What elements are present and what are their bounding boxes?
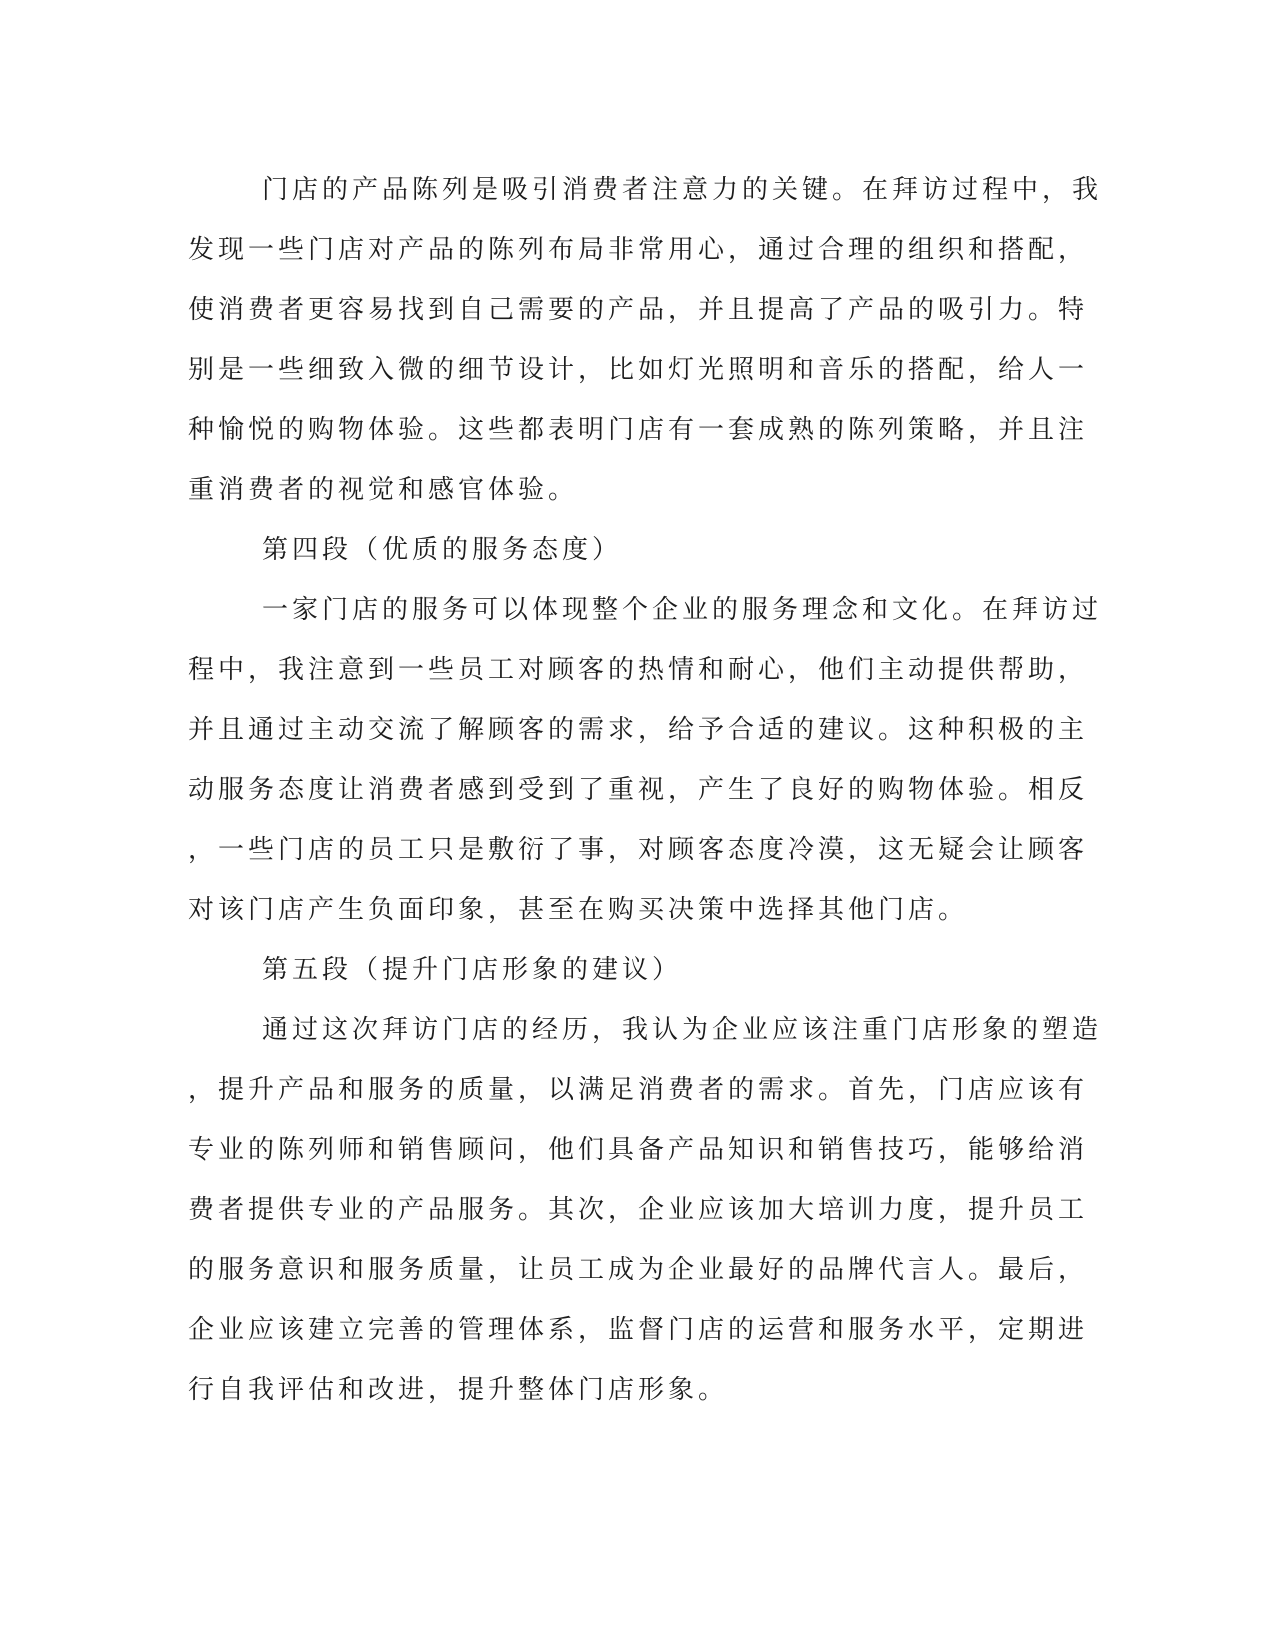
text-line: 并且通过主动交流了解顾客的需求，给予合适的建议。这种积极的主 (188, 715, 1089, 745)
text-line: 对该门店产生负面印象，甚至在购买决策中选择其他门店。 (188, 895, 969, 925)
text-line: 通过这次拜访门店的经历，我认为企业应该注重门店形象的塑造 (262, 1015, 1103, 1045)
text-line: 动服务态度让消费者感到受到了重视，产生了良好的购物体验。相反 (188, 775, 1089, 805)
text-line: 程中，我注意到一些员工对顾客的热情和耐心，他们主动提供帮助， (188, 655, 1089, 685)
text-line: 企业应该建立完善的管理体系，监督门店的运营和服务水平，定期进 (188, 1315, 1089, 1345)
text-line: 重消费者的视觉和感官体验。 (188, 475, 579, 505)
text-line: ，一些门店的员工只是敷衍了事，对顾客态度冷漠，这无疑会让顾客 (188, 835, 1089, 865)
section-heading: 第五段（提升门店形象的建议） (262, 955, 683, 985)
text-line: 发现一些门店对产品的陈列布局非常用心，通过合理的组织和搭配， (188, 235, 1089, 265)
text-line: 使消费者更容易找到自己需要的产品，并且提高了产品的吸引力。特 (188, 295, 1089, 325)
text-line: 门店的产品陈列是吸引消费者注意力的关键。在拜访过程中，我 (262, 175, 1103, 205)
text-line: 种愉悦的购物体验。这些都表明门店有一套成熟的陈列策略，并且注 (188, 415, 1089, 445)
text-line: 一家门店的服务可以体现整个企业的服务理念和文化。在拜访过 (262, 595, 1103, 625)
section-heading: 第四段（优质的服务态度） (262, 535, 623, 565)
text-line: 费者提供专业的产品服务。其次，企业应该加大培训力度，提升员工 (188, 1195, 1089, 1225)
text-line: 别是一些细致入微的细节设计，比如灯光照明和音乐的搭配，给人一 (188, 355, 1089, 385)
text-line: 的服务意识和服务质量，让员工成为企业最好的品牌代言人。最后， (188, 1255, 1089, 1285)
document-body (188, 160, 1103, 1420)
text-line: 专业的陈列师和销售顾问，他们具备产品知识和销售技巧，能够给消 (188, 1135, 1089, 1165)
text-line: ，提升产品和服务的质量，以满足消费者的需求。首先，门店应该有 (188, 1075, 1089, 1105)
text-line: 行自我评估和改进，提升整体门店形象。 (188, 1375, 729, 1405)
